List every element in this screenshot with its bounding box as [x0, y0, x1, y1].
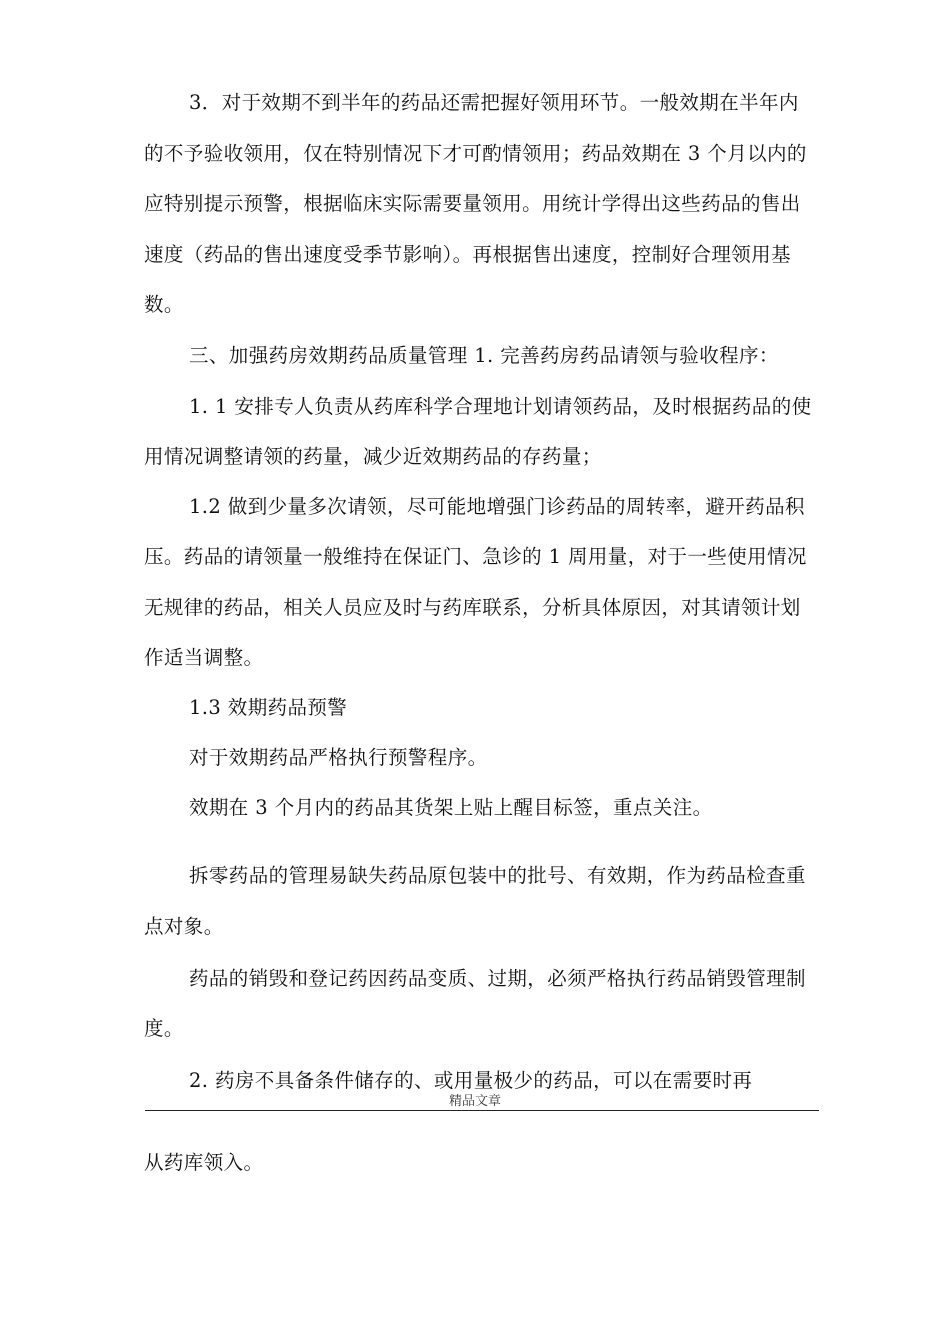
text-line: 对于效期药品严格执行预警程序。	[189, 746, 488, 769]
text-line: 药品的销毁和登记药因药品变质、过期，必须严格执行药品销毁管理制	[189, 967, 806, 990]
footer-divider	[145, 1110, 819, 1111]
text-line: 无规律的药品，相关人员应及时与药库联系，分析具体原因，对其请领计划	[144, 596, 801, 619]
text-line: 效期在 3 个月内的药品其货架上贴上醒目标签，重点关注。	[189, 796, 713, 819]
section-heading: 三、加强药房效期药品质量管理 1. 完善药房药品请领与验收程序：	[189, 344, 779, 367]
text-line: 点对象。	[144, 915, 224, 938]
text-line: 速度（药品的售出速度受季节影响）。再根据售出速度，控制好合理领用基	[144, 243, 791, 266]
text-line: 度。	[144, 1017, 184, 1040]
text-line: 3．对于效期不到半年的药品还需把握好领用环节。一般效期在半年内	[189, 91, 799, 114]
text-line: 的不予验收领用，仅在特别情况下才可酌情领用；药品效期在 3 个月以内的	[144, 142, 807, 165]
text-line: 1.2 做到少量多次请领，尽可能地增强门诊药品的周转率，避开药品积	[189, 495, 805, 518]
text-line: 压。药品的请领量一般维持在保证门、急诊的 1 周用量，对于一些使用情况	[144, 545, 807, 568]
text-line: 拆零药品的管理易缺失药品原包装中的批号、有效期，作为药品检查重	[189, 864, 806, 887]
subheading: 1.3 效期药品预警	[189, 696, 348, 719]
text-line: 1. 1 安排专人负责从药库科学合理地计划请领药品，及时根据药品的使	[189, 395, 812, 418]
text-line: 从药库领入。	[144, 1151, 264, 1174]
footer-label: 精品文章	[448, 1094, 501, 1109]
text-line: 2. 药房不具备条件储存的、或用量极少的药品，可以在需要时再	[189, 1069, 753, 1092]
text-line: 数。	[144, 293, 184, 316]
text-line: 应特别提示预警，根据临床实际需要量领用。用统计学得出这些药品的售出	[144, 192, 801, 215]
text-line: 用情况调整请领的药量，减少近效期药品的存药量；	[144, 445, 602, 468]
text-line: 作适当调整。	[144, 646, 264, 669]
